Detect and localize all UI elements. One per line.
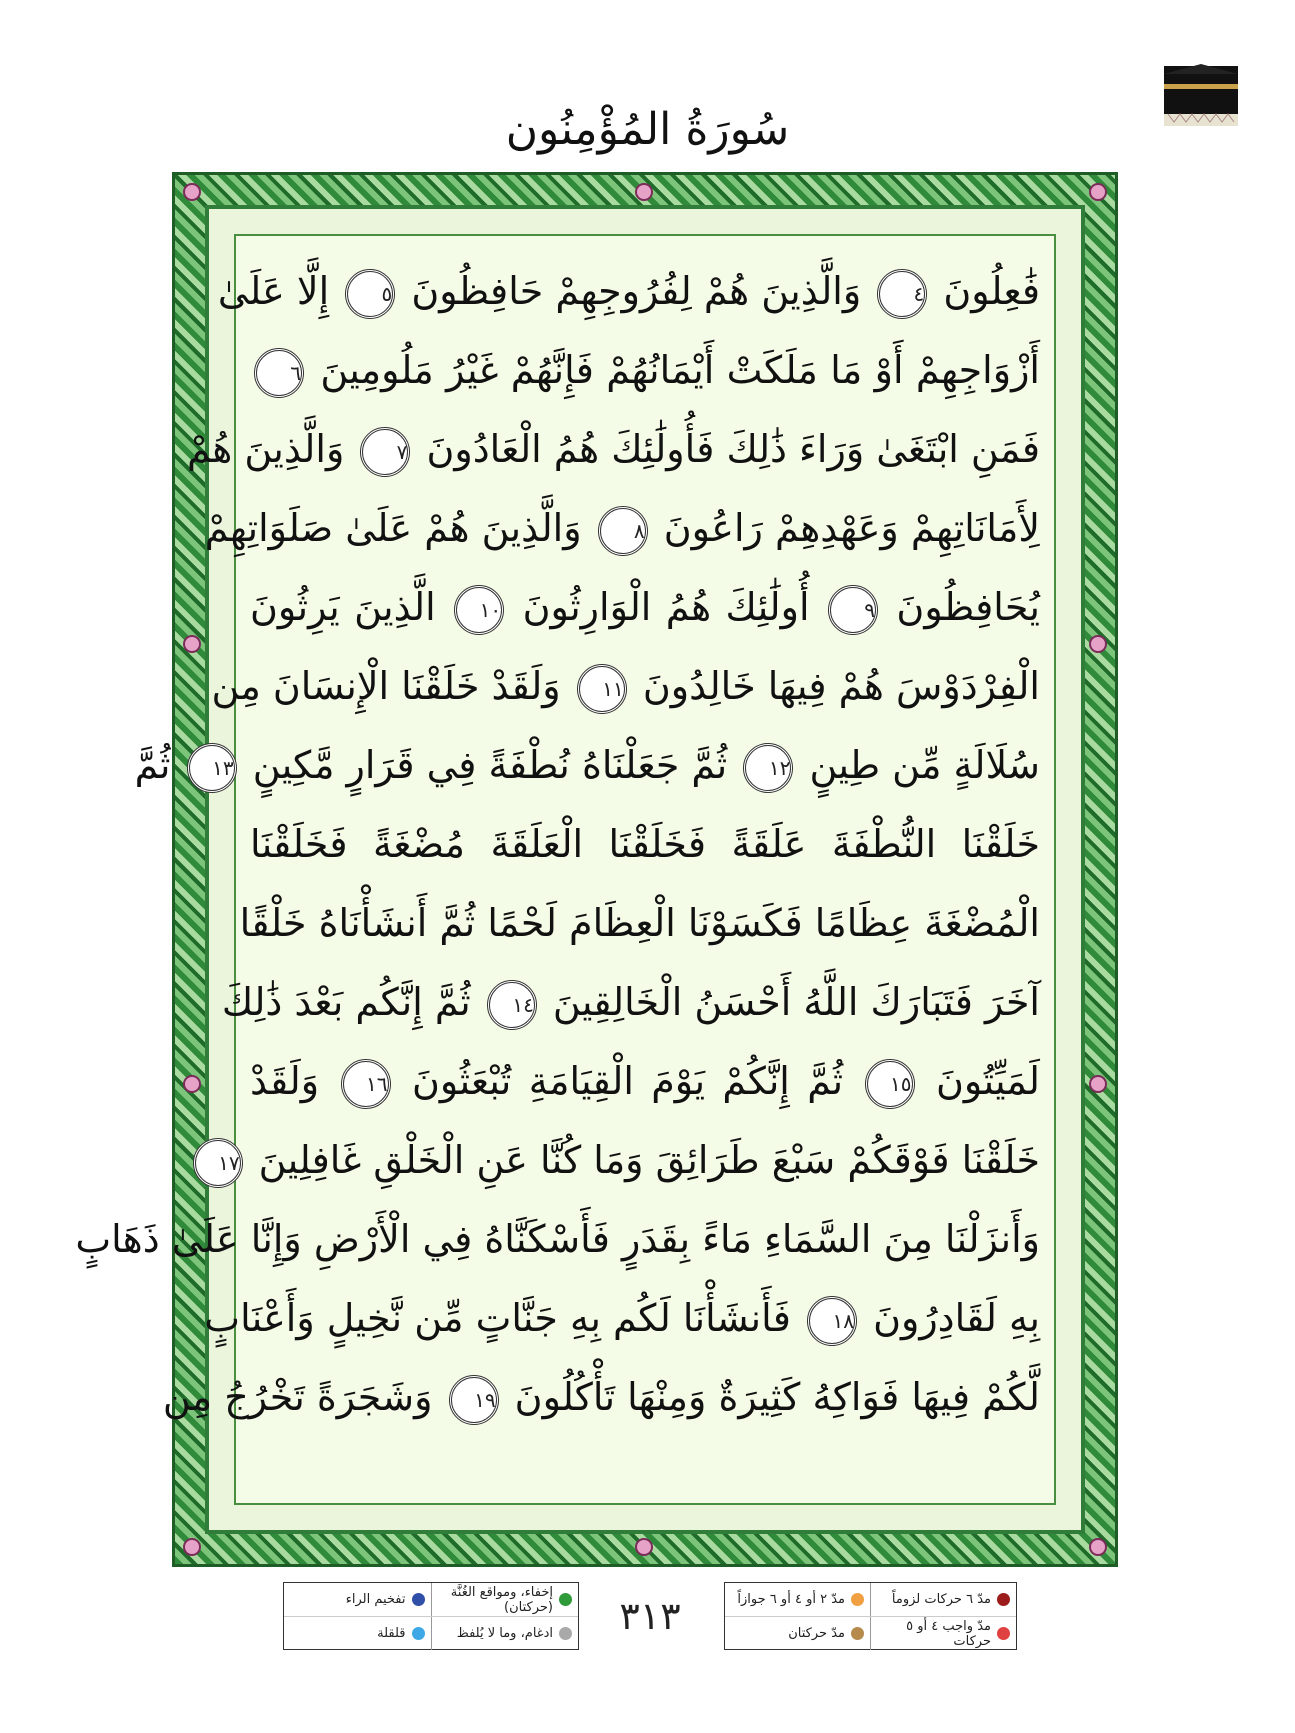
legend-item: [725, 1617, 870, 1650]
legend-dot: [412, 1593, 425, 1606]
verse-text: فَمَنِ ابْتَغَىٰ وَرَاءَ ذَٰلِكَ فَأُولَٰئِكَ هُمُ الْعَادُونَ: [426, 427, 1040, 471]
verse-text: وَالَّذِينَ هُمْ: [186, 427, 345, 471]
rosette-ornament: [635, 183, 653, 201]
legend-item: [284, 1617, 431, 1650]
verse-text: يُحَافِظُونَ: [896, 585, 1040, 629]
tajweed-legend-left: [283, 1582, 579, 1650]
legend-label: مدّ واجب ٤ أو ٥ حركات: [906, 1618, 991, 1649]
ayah-number-marker: ١٣: [187, 743, 237, 793]
verse-text: ثُمَّ: [134, 743, 171, 787]
legend-item: [870, 1617, 1016, 1650]
verse-line: [250, 1042, 1040, 1121]
rosette-ornament: [1089, 1075, 1107, 1093]
ayah-number-marker: ٧: [360, 427, 410, 477]
verse-text: أَزْوَاجِهِمْ أَوْ مَا مَلَكَتْ أَيْمَانُهُمْ فَإِنَّهُمْ غَيْرُ مَلُومِينَ: [320, 348, 1040, 392]
ayah-number-marker: ١١: [577, 664, 627, 714]
ayah-number-marker: ٨: [598, 506, 648, 556]
verse-text: الْمُضْغَةَ عِظَامًا فَكَسَوْنَا الْعِظَامَ لَحْمًا ثُمَّ أَنشَأْنَاهُ خَلْقًا: [239, 901, 1040, 945]
quran-text-area: [75, 234, 1056, 1505]
verse-text: خَلَقْنَا فَوْقَكُمْ سَبْعَ طَرَائِقَ وَمَا كُنَّا عَنِ الْخَلْقِ غَافِلِينَ: [258, 1138, 1040, 1182]
legend-item: [870, 1583, 1016, 1616]
tajweed-legend-right: [724, 1582, 1017, 1650]
ayah-number-marker: ١٠: [454, 585, 504, 635]
verse-text: لَّكُمْ فِيهَا فَوَاكِهُ كَثِيرَةٌ وَمِنْهَا تَأْكُلُونَ: [514, 1375, 1040, 1419]
verse-text: سُلَالَةٍ مِّن طِينٍ: [809, 743, 1040, 787]
verse-line: [162, 1358, 1040, 1437]
legend-dot: [559, 1593, 572, 1606]
legend-item: [284, 1583, 431, 1616]
verse-text: الْفِرْدَوْسَ هُمْ فِيهَا خَالِدُونَ: [642, 664, 1040, 708]
verse-text: وَشَجَرَةً تَخْرُجُ مِن: [162, 1375, 433, 1419]
rosette-ornament: [183, 1075, 201, 1093]
ayah-number-marker: ١٩: [449, 1375, 499, 1425]
legend-label: قلقلة: [377, 1626, 406, 1641]
page-number: ٣١٣: [619, 1594, 681, 1638]
legend-item: [431, 1617, 579, 1650]
verse-text: وَلَقَدْ: [250, 1059, 320, 1103]
verse-text: فَأَنشَأْنَا لَكُم بِهِ جَنَّاتٍ مِّن نَّخِيلٍ وَأَعْنَابٍ: [204, 1296, 791, 1340]
verse-line: [204, 1279, 1040, 1358]
legend-item: [725, 1583, 870, 1616]
verse-line: [211, 647, 1040, 726]
ayah-number-marker: ١٢: [743, 743, 793, 793]
rosette-ornament: [183, 183, 201, 201]
verse-line: [250, 805, 1040, 884]
legend-label: ادغام، وما لا يُلفظ: [456, 1626, 553, 1641]
verse-text: فَٰعِلُونَ: [943, 269, 1040, 313]
rosette-ornament: [183, 1538, 201, 1556]
verse-text: إِلَّا عَلَىٰ: [217, 269, 330, 313]
verse-line: [186, 410, 1040, 489]
verse-line: [250, 568, 1040, 647]
verse-text: آخَرَ فَتَبَارَكَ اللَّهُ أَحْسَنُ الْخَالِقِينَ: [552, 980, 1040, 1024]
legend-label: مدّ ٦ حركات لزوماً: [891, 1592, 991, 1607]
legend-dot: [851, 1627, 864, 1640]
legend-dot: [559, 1627, 572, 1640]
verse-text: وَالَّذِينَ هُمْ لِفُرُوجِهِمْ حَافِظُونَ: [411, 269, 862, 313]
ayah-number-marker: ٥: [345, 269, 395, 319]
verse-text: ثُمَّ جَعَلْنَاهُ نُطْفَةً فِي قَرَارٍ مَّكِينٍ: [252, 743, 728, 787]
ayah-number-marker: ١٧: [193, 1138, 243, 1188]
verse-text: الَّذِينَ يَرِثُونَ: [250, 585, 436, 629]
ayah-number-marker: ١٥: [865, 1059, 915, 1109]
verse-text: ثُمَّ إِنَّكُم بَعْدَ ذَٰلِكَ: [221, 980, 471, 1024]
surah-title: سُورَةُ المُؤْمِنُون: [505, 104, 790, 155]
ayah-number-marker: ١٨: [807, 1296, 857, 1346]
verse-line: [75, 1200, 1040, 1279]
page-footer: [0, 1582, 1295, 1662]
legend-label: مدّ حركتان: [788, 1626, 845, 1641]
decorative-border: [75, 172, 1118, 1567]
ayah-number-marker: ١٤: [487, 980, 537, 1030]
verse-text: وَالَّذِينَ هُمْ عَلَىٰ صَلَوَاتِهِمْ: [204, 506, 582, 550]
verse-text: وَأَنزَلْنَا مِنَ السَّمَاءِ مَاءً بِقَدَرٍ فَأَسْكَنَّاهُ فِي الْأَرْضِ وَإِنَّا عَلَىٰ ذَهَابٍ: [75, 1217, 1040, 1261]
ayah-number-marker: ٩: [828, 585, 878, 635]
rosette-ornament: [183, 635, 201, 653]
rosette-ornament: [1089, 183, 1107, 201]
legend-dot: [412, 1627, 425, 1640]
verse-line: [204, 489, 1040, 568]
verse-text: خَلَقْنَا النُّطْفَةَ عَلَقَةً فَخَلَقْنَا الْعَلَقَةَ مُضْغَةً فَخَلَقْنَا: [250, 822, 1040, 866]
verse-line: [217, 252, 1040, 331]
verse-line: [250, 331, 1040, 410]
verse-text: وَلَقَدْ خَلَقْنَا الْإِنسَانَ مِن: [211, 664, 561, 708]
legend-label: مدّ ٢ أو ٤ أو ٦ جوازاً: [737, 1592, 845, 1607]
verse-text: ثُمَّ إِنَّكُمْ يَوْمَ الْقِيَامَةِ تُبْعَثُونَ: [411, 1059, 844, 1103]
legend-item: [431, 1583, 579, 1616]
rosette-ornament: [635, 1538, 653, 1556]
legend-dot: [851, 1593, 864, 1606]
ayah-number-marker: ٦: [254, 348, 304, 398]
verse-line: [134, 726, 1040, 805]
legend-dot: [997, 1593, 1010, 1606]
verse-line: [239, 884, 1040, 963]
rosette-ornament: [1089, 1538, 1107, 1556]
verse-text: بِهِ لَقَادِرُونَ: [873, 1296, 1040, 1340]
verse-line: [221, 963, 1040, 1042]
verse-text: أُولَٰئِكَ هُمُ الْوَارِثُونَ: [522, 585, 810, 629]
ayah-number-marker: ١٦: [341, 1059, 391, 1109]
legend-label: إخفاء، ومواقع الغُنَّة (حركتان): [450, 1584, 553, 1615]
verse-line: [218, 1121, 1040, 1200]
verse-text: لَمَيِّتُونَ: [935, 1059, 1040, 1103]
ayah-number-marker: ٤: [877, 269, 927, 319]
legend-dot: [997, 1627, 1010, 1640]
legend-label: تفخيم الراء: [345, 1592, 406, 1607]
verse-text: لِأَمَانَاتِهِمْ وَعَهْدِهِمْ رَاعُونَ: [663, 506, 1040, 550]
rosette-ornament: [1089, 635, 1107, 653]
